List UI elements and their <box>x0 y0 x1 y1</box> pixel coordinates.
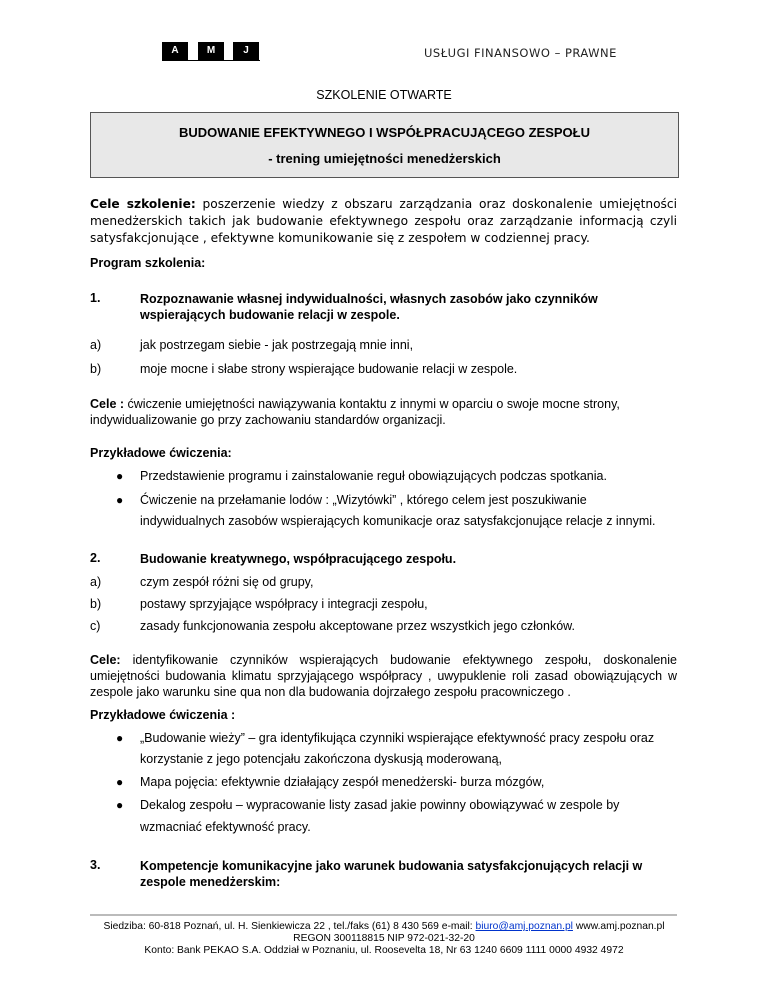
footer-email-link[interactable]: biuro@amj.poznan.pl <box>475 921 573 932</box>
section-2-exercises-label: Przykładowe ćwiczenia : <box>90 708 236 722</box>
footer-line-1 <box>0 921 768 932</box>
section-2-goals-text: identyfikowanie czynników wspierających budowanie efektywnego zespołu, doskonalenie umiejętności budowania klimatu sprzyjającego współpracy , uwypuklenie roli zasad obowiązujących w zespole jako warunku sine qua non dla budowania dojrzałego zespołu pracowniczego . <box>90 653 677 699</box>
section-1-goals-label: Cele : <box>90 397 125 411</box>
section-1-number: 1. <box>90 291 101 305</box>
goals-label: Cele szkolenie: <box>90 197 196 211</box>
title-box <box>90 112 679 178</box>
doc-subtitle: SZKOLENIE OTWARTE <box>316 88 452 102</box>
bullet-icon: ● <box>116 493 124 507</box>
bullet-icon: ● <box>116 731 124 745</box>
bullet-icon: ● <box>116 775 124 789</box>
section-2-goals <box>90 652 677 700</box>
section-2-exercise-1-cont: korzystanie z jego potencjału zakończona dyskusją moderowaną, <box>140 752 503 766</box>
section-2-item-c: zasady funkcjonowania zespołu akceptowane przez wszystkich jego członków. <box>140 619 575 633</box>
logo-letter-m: M <box>198 42 224 60</box>
section-2-item-a: czym zespół różni się od grupy, <box>140 575 314 589</box>
section-2-number: 2. <box>90 551 101 565</box>
footer-website: www.amj.poznan.pl <box>572 921 665 932</box>
section-1-exercise-2: Ćwiczenie na przełamanie lodów : „Wizytówki” , którego celem jest poszukiwanie <box>140 493 587 507</box>
section-1-title: Rozpoznawanie własnej indywidualności, własnych zasobów jako czynników wspierających budowanie relacji w zespole. <box>140 292 598 322</box>
doc-title-sub: - trening umiejętności menedżerskich <box>268 151 501 166</box>
goals-paragraph <box>90 196 677 247</box>
section-1-exercise-2-cont: indywidualnych zasobów wspierających komunikacje oraz satysfakcjonujące relacje z innymi. <box>140 514 656 528</box>
section-2-item-b-label: b) <box>90 597 102 611</box>
logo-letter-j: J <box>233 42 259 60</box>
section-1-goals-text: ćwiczenie umiejętności nawiązywania kontaktu z innymi w oparciu o swoje mocne strony, indywidualizowanie go przy zachowaniu standardów organizacji. <box>90 397 620 427</box>
section-2-exercise-1: „Budowanie wieży” – gra identyfikująca czynniki wspierające efektywność pracy zespołu oraz <box>140 731 655 745</box>
bullet-icon: ● <box>116 798 124 812</box>
goals-text: poszerzenie wiedzy z obszaru zarządzania oraz doskonalenie umiejętności menedżerskich takich jak budowanie efektywnego zespołu oraz zarządzanie informacją czyli satysfakcjonujące , efektywne komunikowanie się z zespołem w codziennej pracy. <box>90 197 677 245</box>
section-2-title: Budowanie kreatywnego, współpracującego zespołu. <box>140 552 457 566</box>
section-3-title: Kompetencje komunikacyjne jako warunek budowania satysfakcjonujących relacji w zespole menedżerskim: <box>140 859 643 889</box>
section-1-exercise-1: Przedstawienie programu i zainstalowanie reguł obowiązujących podczas spotkania. <box>140 469 607 483</box>
program-label: Program szkolenia: <box>90 256 206 270</box>
section-2-item-c-label: c) <box>90 619 101 633</box>
section-1-item-a: jak postrzegam siebie - jak postrzegają mnie inni, <box>140 338 414 352</box>
footer-line-2: REGON 300118815 NIP 972-021-32-20 <box>293 933 475 944</box>
footer-rule <box>90 914 677 916</box>
section-1-item-b-label: b) <box>90 362 102 376</box>
section-2-item-a-label: a) <box>90 575 102 589</box>
header-tagline: USŁUGI FINANSOWO – PRAWNE <box>424 46 617 60</box>
section-2-goals-label: Cele: <box>90 653 121 667</box>
section-3-number: 3. <box>90 858 101 872</box>
bullet-icon: ● <box>116 469 124 483</box>
section-2-exercise-2: Mapa pojęcia: efektywnie działający zespół menedżerski- burza mózgów, <box>140 775 545 789</box>
section-2-item-b: postawy sprzyjające współpracy i integracji zespołu, <box>140 597 428 611</box>
section-1-item-b: moje mocne i słabe strony wspierające budowanie relacji w zespole. <box>140 362 518 376</box>
doc-title: BUDOWANIE EFEKTYWNEGO I WSPÓŁPRACUJĄCEGO ZESPOŁU <box>179 125 590 140</box>
footer-address: Siedziba: 60-818 Poznań, ul. H. Sienkiewicza 22 , tel./faks (61) 8 430 569 e-mail: <box>103 921 476 932</box>
logo-letter-a: A <box>162 42 188 60</box>
section-2-exercise-3: Dekalog zespołu – wypracowanie listy zasad jakie powinny obowiązywać w zespole by <box>140 798 620 812</box>
header-rule <box>162 60 260 61</box>
section-2-exercise-3-cont: wzmacniać efektywność pracy. <box>140 820 311 834</box>
section-1-goals <box>90 396 677 428</box>
footer-line-3: Konto: Bank PEKAO S.A. Oddział w Poznaniu, ul. Roosevelta 18, Nr 63 1240 6609 1111 0000 4932 4972 <box>144 945 624 956</box>
section-1-item-a-label: a) <box>90 338 102 352</box>
section-1-exercises-label: Przykładowe ćwiczenia: <box>90 446 232 460</box>
